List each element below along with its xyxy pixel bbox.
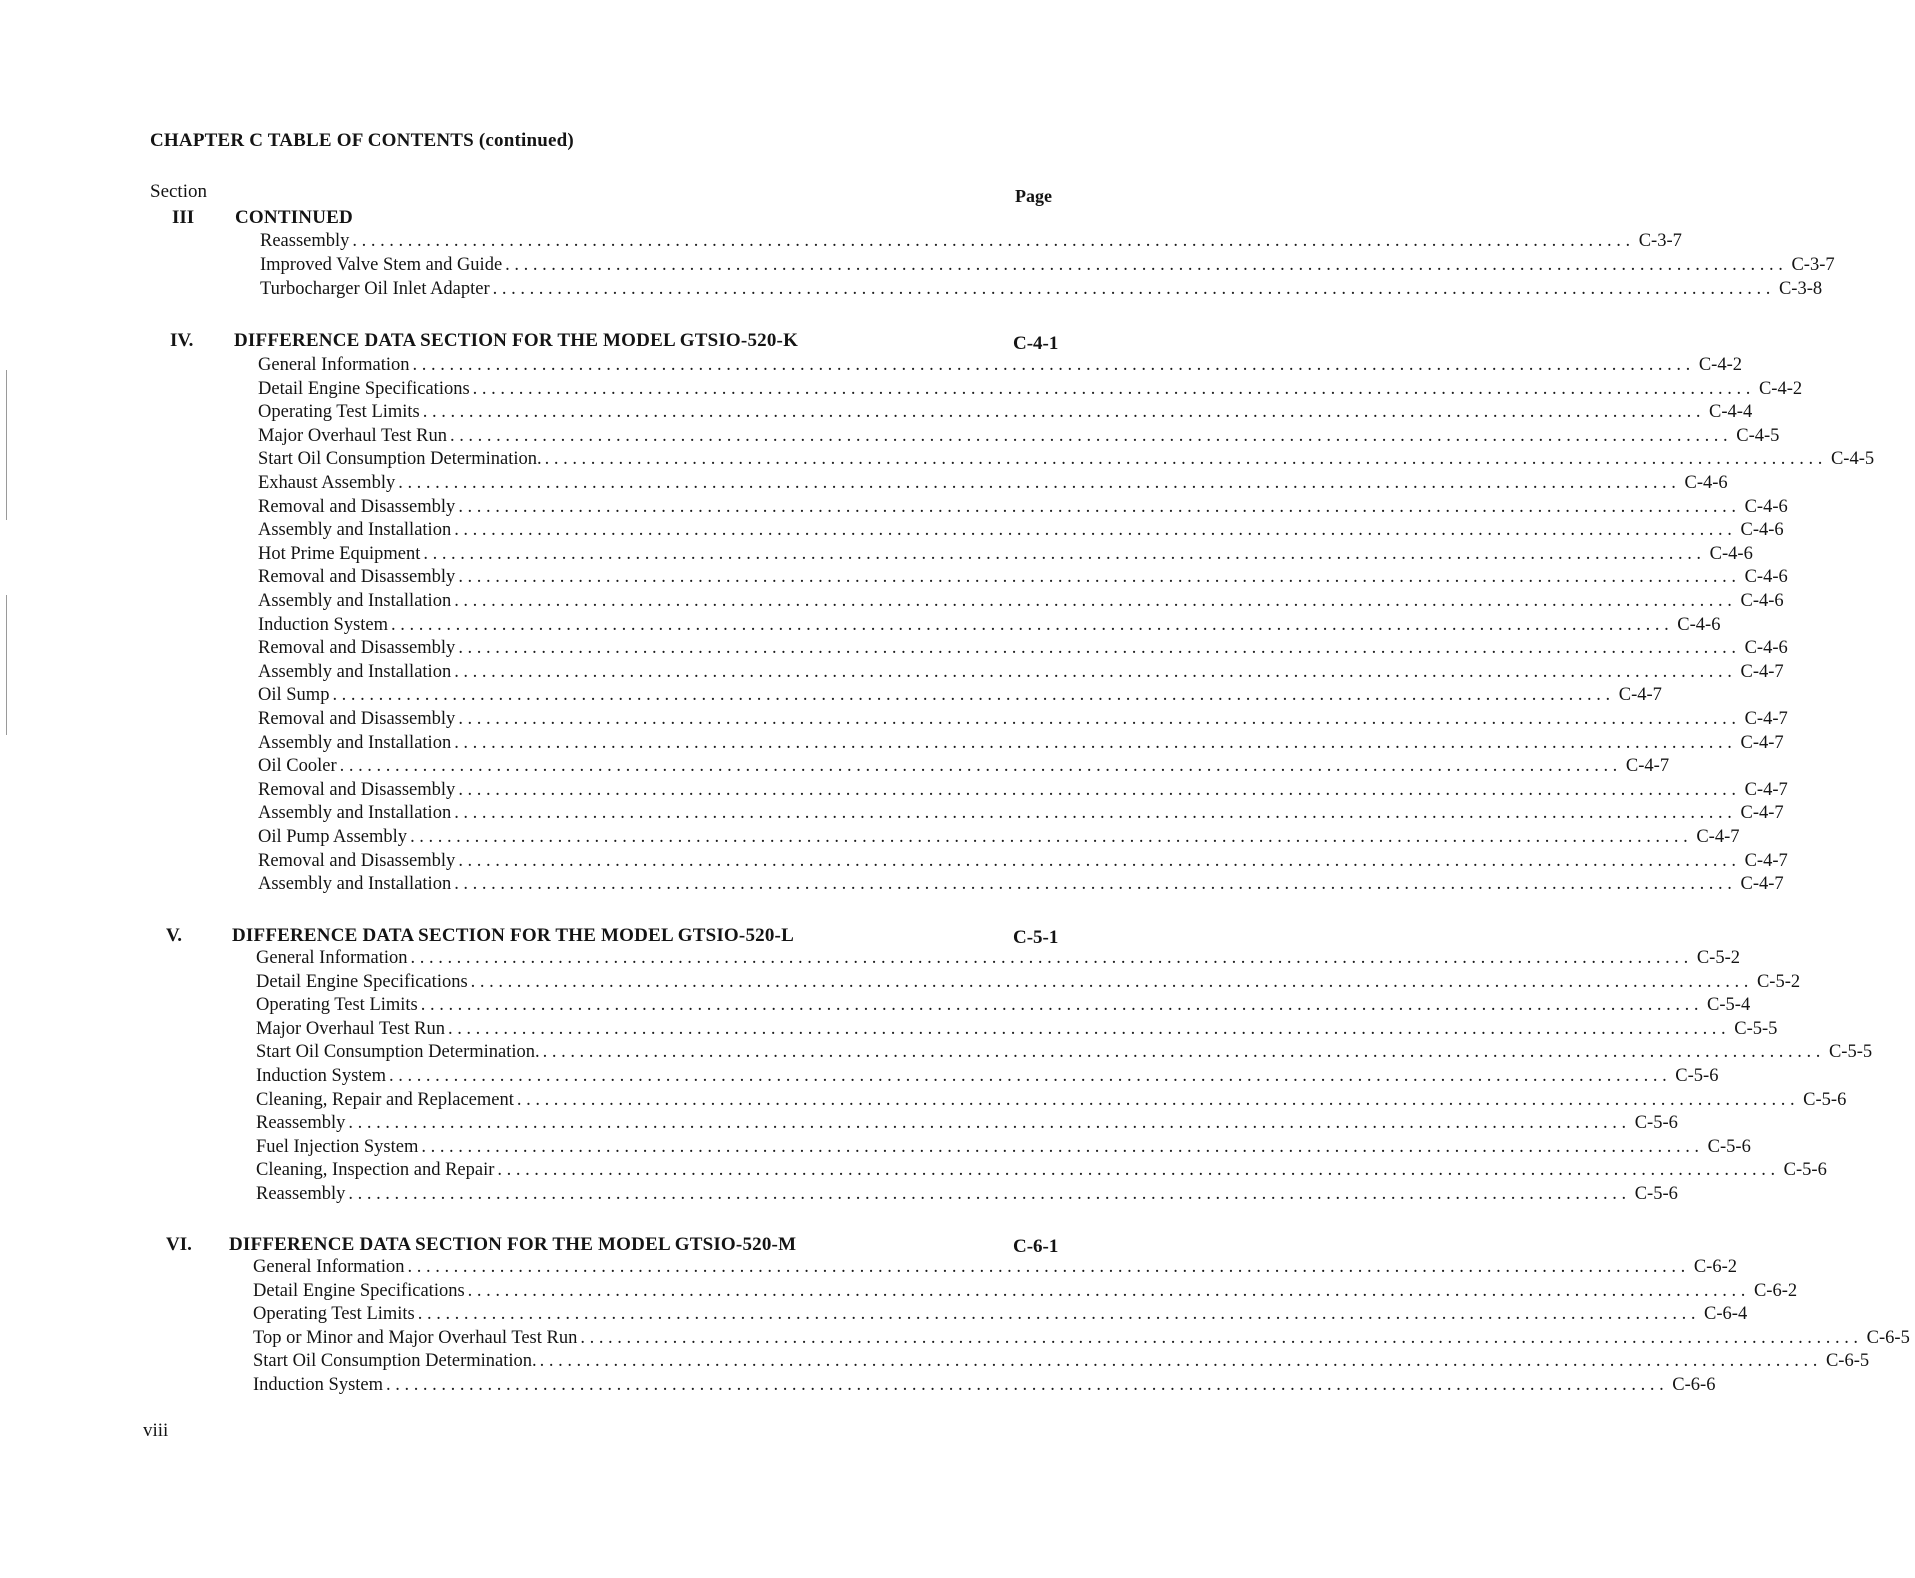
entry-label: Detail Engine Specifications — [256, 971, 468, 992]
toc-entry — [258, 425, 1780, 450]
entry-label: Start Oil Consumption Determination. — [256, 1042, 540, 1063]
entry-label: Operating Test Limits — [256, 995, 418, 1016]
dot-leader: ........................................................................................................................................... — [516, 1089, 1800, 1110]
entry-page: C-4-5 — [1830, 449, 1875, 470]
toc-entry — [258, 850, 1788, 875]
toc-entry — [256, 1184, 1678, 1208]
entry-label: Start Oil Consumption Determination. — [258, 449, 542, 470]
section-page: C-6-1 — [1013, 1236, 1059, 1257]
entry-label: Cleaning, Inspection and Repair — [256, 1160, 495, 1181]
dot-leader: ........................................................................................................................................... — [454, 874, 1737, 895]
entry-page: C-5-6 — [1783, 1160, 1827, 1181]
dot-leader: ........................................................................................................................................... — [447, 1018, 1731, 1039]
toc-entry — [258, 732, 1784, 757]
entry-label: Removal and Disassembly — [258, 709, 456, 729]
toc-entry — [253, 1327, 1910, 1352]
entry-page: C-4-6 — [1740, 591, 1784, 611]
entry-label: Start Oil Consumption Determination. — [253, 1351, 537, 1372]
entry-label: Reassembly — [256, 1113, 346, 1134]
dot-leader: ........................................................................................................................................... — [391, 614, 1674, 635]
section-number: IV. — [170, 330, 194, 351]
dot-leader: ........................................................................................................................................... — [410, 827, 1693, 847]
entry-label: Oil Cooler — [258, 756, 337, 777]
dot-leader: ........................................................................................................................................... — [458, 850, 1741, 871]
dot-leader: ........................................................................................................................................... — [422, 402, 1706, 423]
entry-page: C-4-7 — [1744, 779, 1788, 800]
dot-leader: ........................................................................................................................................... — [454, 803, 1737, 824]
entry-label: Major Overhaul Test Run — [258, 425, 447, 446]
entry-label: Removal and Disassembly — [258, 779, 456, 800]
entry-label: Reassembly — [256, 1184, 346, 1204]
entry-page: C-4-5 — [1736, 425, 1780, 446]
dot-leader: ........................................................................................................................................... — [544, 449, 1827, 470]
entry-label: Exhaust Assembly — [258, 473, 396, 493]
entry-label: Induction System — [256, 1066, 387, 1086]
entry-page: C-5-6 — [1634, 1184, 1678, 1204]
toc-entry — [258, 638, 1788, 662]
toc-entry — [256, 1160, 1827, 1184]
section-title: CONTINUED — [235, 207, 353, 228]
entry-page: C-6-5 — [1825, 1351, 1870, 1372]
dot-leader: ........................................................................................................................................... — [348, 1184, 1631, 1204]
section-page: C-5-1 — [1013, 927, 1059, 948]
entry-page: C-4-7 — [1740, 874, 1784, 895]
toc-entry — [258, 567, 1788, 591]
dot-leader: ........................................................................................................................................... — [348, 1113, 1631, 1134]
toc-entry — [256, 1136, 1751, 1161]
entry-page: C-4-2 — [1698, 355, 1742, 375]
toc-entry — [256, 1113, 1678, 1137]
toc-entry — [258, 874, 1784, 898]
entry-label: Detail Engine Specifications — [253, 1280, 465, 1301]
dot-leader: ........................................................................................................................................... — [454, 591, 1737, 611]
entry-page: C-4-6 — [1744, 496, 1788, 517]
dot-leader: ........................................................................................................................................... — [467, 1280, 1750, 1301]
entry-label: Assembly and Installation — [258, 591, 452, 611]
entry-page: C-5-5 — [1734, 1018, 1778, 1039]
entry-label: General Information — [256, 948, 408, 968]
toc-entry — [256, 995, 1751, 1019]
entry-label: Operating Test Limits — [253, 1304, 415, 1325]
toc-entry: Improved Valve Stem and Guide ........................................................................................................................................... C-3-7 — [260, 255, 1835, 275]
toc-entry: Turbocharger Oil Inlet Adapter ........................................................................................................................................... C-3-8 — [260, 279, 1823, 299]
toc-entry — [253, 1304, 1748, 1328]
entry-label: Removal and Disassembly — [258, 850, 456, 871]
dot-leader: ........................................................................................................................................... — [472, 378, 1755, 399]
dot-leader: ........................................................................................................................................... — [417, 1304, 1701, 1325]
toc-entry — [258, 355, 1742, 379]
toc-entry — [258, 803, 1784, 827]
entry-page: C-5-6 — [1707, 1136, 1751, 1157]
dot-leader: ........................................................................................................................................... — [458, 779, 1741, 800]
entry-label: Operating Test Limits — [258, 402, 420, 423]
toc-entry — [256, 1066, 1719, 1090]
entry-page: C-4-7 — [1740, 732, 1784, 753]
dot-leader: ........................................................................................................................................... — [389, 1066, 1672, 1086]
entry-label: Induction System — [253, 1375, 384, 1395]
entry-label: Assembly and Installation — [258, 803, 452, 824]
entry-page: C-5-6 — [1675, 1066, 1719, 1086]
entry-page: C-6-2 — [1693, 1257, 1737, 1277]
entry-page: C-5-2 — [1756, 971, 1801, 992]
entry-label: Induction System — [258, 614, 389, 635]
dot-leader: ........................................................................................................................................... — [412, 355, 1695, 375]
dot-leader: ........................................................................................................................................... — [386, 1375, 1669, 1395]
toc-entry — [258, 378, 1803, 403]
toc-entry — [256, 1089, 1847, 1114]
dot-leader: ........................................................................................................................................... — [458, 567, 1741, 588]
entry-page: C-4-7 — [1696, 827, 1740, 847]
entry-label: Oil Pump Assembly — [258, 827, 408, 847]
toc-entry — [253, 1351, 1870, 1375]
page-column-header: Page — [1015, 186, 1052, 206]
entry-label: Assembly and Installation — [258, 661, 452, 682]
dot-leader: ........................................................................................................................................... — [458, 496, 1741, 517]
dot-leader: ........................................................................................................................................... — [497, 1160, 1780, 1181]
entry-page: C-6-5 — [1866, 1327, 1910, 1348]
entry-page: C-4-6 — [1740, 520, 1784, 541]
dot-leader: ........................................................................................................................................... — [407, 1257, 1690, 1277]
section-number: VI. — [166, 1234, 192, 1255]
scan-mark — [6, 595, 7, 735]
toc-entry — [258, 496, 1788, 521]
toc-entry — [258, 685, 1662, 709]
dot-leader: ........................................................................................................................................... — [332, 685, 1615, 706]
page-title: CHAPTER C TABLE OF CONTENTS (continued) — [150, 130, 574, 151]
section-number: III — [172, 207, 195, 228]
dot-leader: ........................................................................................................................................... — [423, 543, 1706, 564]
dot-leader: ........................................................................................................................................... — [454, 520, 1737, 541]
toc-entry — [258, 779, 1788, 804]
entry-label: Assembly and Installation — [258, 874, 452, 895]
toc-entry — [258, 709, 1788, 733]
entry-page: C-4-7 — [1740, 661, 1784, 682]
dot-leader: ........................................................................................................................................... — [580, 1327, 1863, 1348]
entry-label: General Information — [258, 355, 410, 375]
entry-label: Assembly and Installation — [258, 520, 452, 541]
toc-entry: Reassembly ........................................................................................................................................... C-3-7 — [260, 231, 1682, 251]
entry-page: C-5-6 — [1634, 1113, 1678, 1134]
entry-label: Major Overhaul Test Run — [256, 1018, 445, 1039]
toc-entry — [256, 948, 1740, 972]
toc-entry — [253, 1280, 1798, 1305]
entry-label: Oil Sump — [258, 685, 330, 706]
scan-mark — [6, 370, 7, 520]
entry-page: C-5-4 — [1707, 995, 1751, 1016]
dot-leader: ........................................................................................................................................... — [458, 638, 1741, 659]
section-number: V. — [166, 925, 183, 946]
toc-entry — [258, 827, 1740, 851]
toc-entry — [258, 402, 1753, 426]
dot-leader: ........................................................................................................................................... — [539, 1351, 1822, 1372]
entry-page: C-4-7 — [1618, 685, 1662, 706]
toc-entry — [258, 661, 1784, 686]
toc-entry — [258, 449, 1875, 473]
entry-label: Assembly and Installation — [258, 732, 452, 753]
dot-leader: ........................................................................................................................................... — [410, 948, 1693, 968]
page-number: viii — [143, 1420, 169, 1441]
toc-entry — [253, 1257, 1737, 1281]
entry-page: C-4-6 — [1744, 638, 1788, 659]
dot-leader: ........................................................................................................................................... — [458, 709, 1741, 729]
dot-leader: ........................................................................................................................................... — [398, 473, 1681, 493]
toc-entry — [256, 1042, 1873, 1066]
toc-entry — [258, 473, 1728, 497]
entry-page: C-6-2 — [1753, 1280, 1798, 1301]
toc-entry — [256, 971, 1801, 996]
toc-entry — [256, 1018, 1778, 1043]
entry-page: C-5-6 — [1803, 1089, 1847, 1110]
entry-label: Removal and Disassembly — [258, 567, 456, 588]
entry-page: C-4-6 — [1677, 614, 1721, 635]
dot-leader: ........................................................................................................................................... — [339, 756, 1622, 777]
dot-leader: ........................................................................................................................................... — [542, 1042, 1825, 1063]
entry-page: C-4-6 — [1709, 543, 1753, 564]
entry-page: C-4-7 — [1744, 709, 1788, 729]
entry-page: C-4-6 — [1684, 473, 1728, 493]
toc-entry — [258, 591, 1784, 615]
toc-entry — [258, 543, 1753, 568]
dot-leader: ........................................................................................................................................... — [449, 425, 1733, 446]
dot-leader: ........................................................................................................................................... — [421, 1136, 1704, 1157]
section-title: DIFFERENCE DATA SECTION FOR THE MODEL GTSIO-520-K — [234, 330, 799, 351]
entry-label: Detail Engine Specifications — [258, 378, 470, 399]
entry-label: Cleaning, Repair and Replacement — [256, 1089, 514, 1110]
section-column-header: Section — [150, 181, 207, 202]
entry-page: C-4-2 — [1758, 378, 1803, 399]
dot-leader: ........................................................................................................................................... — [470, 971, 1753, 992]
entry-page: C-4-6 — [1744, 567, 1788, 588]
toc-entry — [258, 520, 1784, 544]
entry-page: C-6-4 — [1704, 1304, 1748, 1325]
entry-page: C-4-7 — [1740, 803, 1784, 824]
entry-label: Hot Prime Equipment — [258, 543, 421, 564]
dot-leader: ........................................................................................................................................... — [454, 732, 1737, 753]
entry-page: C-5-2 — [1696, 948, 1740, 968]
entry-label: Fuel Injection System — [256, 1136, 419, 1157]
entry-label: General Information — [253, 1257, 405, 1277]
toc-entry — [258, 614, 1721, 639]
entry-page: C-6-6 — [1672, 1375, 1716, 1395]
section-title: DIFFERENCE DATA SECTION FOR THE MODEL GTSIO-520-M — [229, 1234, 797, 1255]
entry-page: C-4-4 — [1709, 402, 1753, 423]
entry-page: C-4-7 — [1744, 850, 1788, 871]
toc-entry — [258, 756, 1670, 780]
dot-leader: ........................................................................................................................................... — [454, 661, 1737, 682]
entry-page: C-4-7 — [1625, 756, 1670, 777]
toc-entry — [253, 1375, 1716, 1399]
entry-label: Removal and Disassembly — [258, 638, 456, 659]
section-title: DIFFERENCE DATA SECTION FOR THE MODEL GTSIO-520-L — [232, 925, 794, 946]
dot-leader: ........................................................................................................................................... — [420, 995, 1704, 1016]
entry-page: C-5-5 — [1828, 1042, 1873, 1063]
entry-label: Removal and Disassembly — [258, 496, 456, 517]
section-page: C-4-1 — [1013, 333, 1059, 354]
entry-label: Top or Minor and Major Overhaul Test Run — [253, 1327, 578, 1348]
